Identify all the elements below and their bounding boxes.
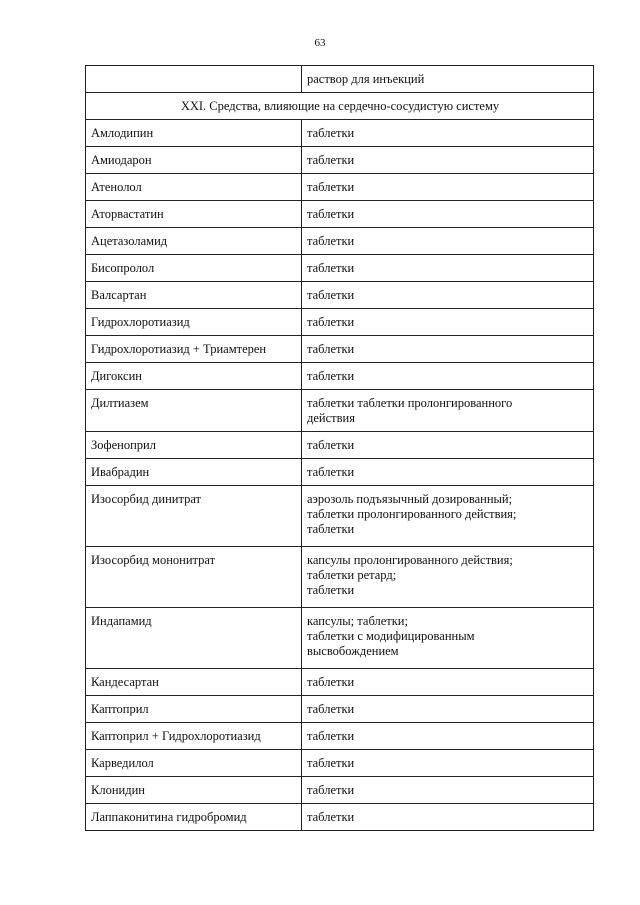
dosage-form-line: капсулы пролонгированного действия; [307, 553, 513, 567]
dosage-form-line: таблетки [307, 153, 355, 167]
drug-name-cell [86, 66, 302, 93]
drug-name-cell: Клонидин [86, 777, 302, 804]
dosage-form-line: таблетки [307, 756, 355, 770]
dosage-form-line: таблетки ретард; [307, 568, 397, 582]
drug-name-cell: Валсартан [86, 282, 302, 309]
table-row [86, 120, 594, 147]
drug-name-cell: Ивабрадин [86, 459, 302, 486]
drug-name-cell: Ацетазоламид [86, 228, 302, 255]
dosage-form-cell [302, 255, 594, 282]
dosage-form-line: таблетки [307, 369, 355, 383]
table-row [86, 750, 594, 777]
dosage-form-line: таблетки [307, 126, 355, 140]
drug-name-cell: Каптоприл [86, 696, 302, 723]
dosage-form-cell [302, 547, 594, 608]
dosage-form-line: таблетки [307, 810, 355, 824]
table-row [86, 669, 594, 696]
table-row [86, 777, 594, 804]
drug-name-cell: Индапамид [86, 608, 302, 669]
dosage-form-cell [302, 147, 594, 174]
section-title: XXI. Средства, влияющие на сердечно-сосудистую систему [86, 93, 594, 120]
table-row [86, 255, 594, 282]
dosage-form-line: капсулы; таблетки; [307, 614, 408, 628]
dosage-form-cell [302, 608, 594, 669]
table-row [86, 201, 594, 228]
drug-name-cell: Лаппаконитина гидробромид [86, 804, 302, 831]
dosage-form-line: таблетки [307, 234, 355, 248]
table-row [86, 696, 594, 723]
dosage-form-cell [302, 486, 594, 547]
drug-name-cell: Изосорбид мононитрат [86, 547, 302, 608]
dosage-form-cell [302, 363, 594, 390]
dosage-form-line: таблетки таблетки пролонгированного [307, 396, 513, 410]
dosage-form-line: таблетки [307, 315, 355, 329]
drug-name-cell: Зофеноприл [86, 432, 302, 459]
table-row [86, 608, 594, 669]
table-row [86, 459, 594, 486]
drug-name-cell: Амлодипин [86, 120, 302, 147]
table-row [86, 66, 594, 93]
dosage-form-cell [302, 459, 594, 486]
dosage-form-line: таблетки [307, 522, 355, 536]
table-row [86, 147, 594, 174]
dosage-form-cell [302, 309, 594, 336]
table-row [86, 309, 594, 336]
table-row [86, 804, 594, 831]
dosage-form-cell [302, 432, 594, 459]
dosage-form-cell [302, 282, 594, 309]
table-row [86, 486, 594, 547]
dosage-form-cell [302, 777, 594, 804]
dosage-form-line: высвобождением [307, 644, 399, 658]
dosage-form-line: аэрозоль подъязычный дозированный; [307, 492, 513, 506]
table-row [86, 432, 594, 459]
dosage-form-line: таблетки [307, 465, 355, 479]
dosage-form-line: таблетки [307, 675, 355, 689]
page-number: 63 [314, 37, 326, 49]
dosage-form-line: таблетки [307, 783, 355, 797]
dosage-form-line: таблетки [307, 438, 355, 452]
drug-name-cell: Кандесартан [86, 669, 302, 696]
dosage-form-cell [302, 336, 594, 363]
table-row [86, 363, 594, 390]
drug-name-cell: Атенолол [86, 174, 302, 201]
dosage-form-line: таблетки с модифицированным [307, 629, 475, 643]
dosage-form-cell [302, 804, 594, 831]
dosage-form-cell: раствор для инъекций [302, 66, 594, 93]
drug-table [85, 65, 594, 831]
dosage-form-cell [302, 174, 594, 201]
dosage-form-line: таблетки [307, 180, 355, 194]
dosage-form-cell [302, 750, 594, 777]
drug-name-cell: Изосорбид динитрат [86, 486, 302, 547]
dosage-form-line: действия [307, 411, 355, 425]
dosage-form-cell [302, 201, 594, 228]
drug-name-cell: Аторвастатин [86, 201, 302, 228]
section-header-row [86, 93, 594, 120]
dosage-form-line: таблетки пролонгированного действия; [307, 507, 517, 521]
dosage-form-line: таблетки [307, 207, 355, 221]
dosage-form-cell [302, 228, 594, 255]
dosage-form-line: таблетки [307, 261, 355, 275]
dosage-form-line: таблетки [307, 342, 355, 356]
dosage-form-cell [302, 723, 594, 750]
drug-name-cell: Дилтиазем [86, 390, 302, 432]
drug-name-cell: Бисопролол [86, 255, 302, 282]
dosage-form-line: таблетки [307, 702, 355, 716]
table-row [86, 723, 594, 750]
dosage-form-cell [302, 390, 594, 432]
drug-name-cell: Дигоксин [86, 363, 302, 390]
drug-name-cell: Карведилол [86, 750, 302, 777]
drug-name-cell: Каптоприл + Гидрохлоротиазид [86, 723, 302, 750]
table-row [86, 282, 594, 309]
drug-name-cell: Гидрохлоротиазид + Триамтерен [86, 336, 302, 363]
dosage-form-cell [302, 120, 594, 147]
dosage-form-line: таблетки [307, 288, 355, 302]
table-row [86, 390, 594, 432]
drug-name-cell: Гидрохлоротиазид [86, 309, 302, 336]
table-row [86, 228, 594, 255]
dosage-form-cell [302, 669, 594, 696]
table-body [86, 66, 594, 831]
table-row [86, 174, 594, 201]
dosage-form-line: таблетки [307, 583, 355, 597]
dosage-form-cell [302, 696, 594, 723]
drug-name-cell: Амиодарон [86, 147, 302, 174]
table-row [86, 547, 594, 608]
table-row [86, 336, 594, 363]
dosage-form-line: таблетки [307, 729, 355, 743]
